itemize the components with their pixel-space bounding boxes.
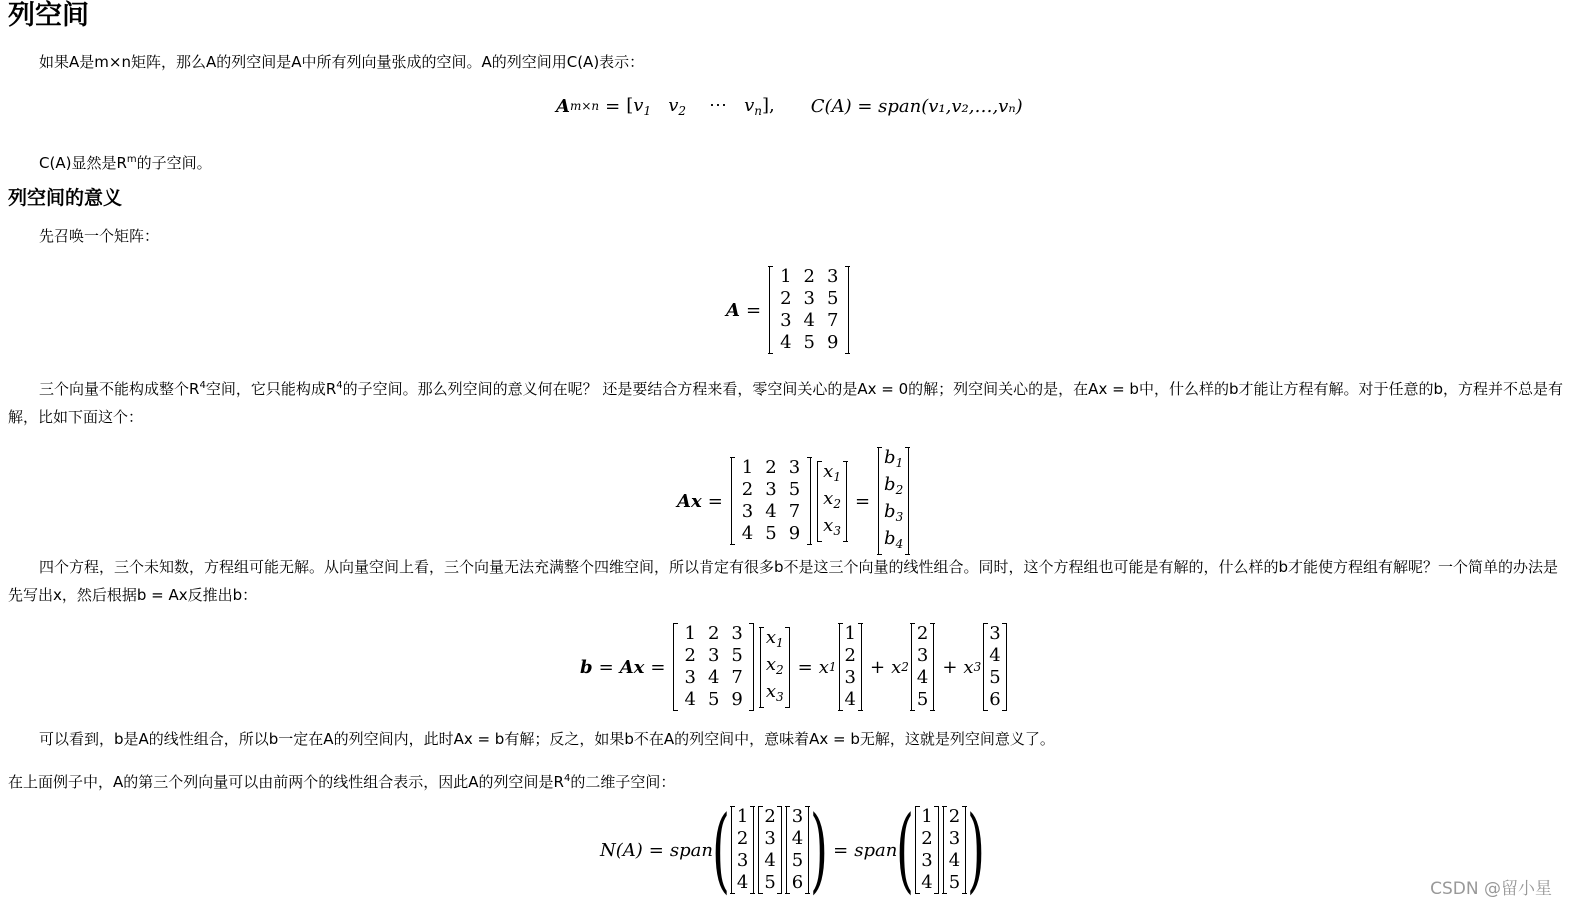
matrix-cell: 2 xyxy=(765,457,777,478)
column-2: 2 3 4 5 xyxy=(911,623,934,711)
matrix-cell: 9 xyxy=(731,689,743,710)
span1-column-2: 2 3 4 5 xyxy=(758,806,781,894)
para3-a: 三个向量不能构成整个R xyxy=(39,380,200,398)
section-title: 列空间的意义 xyxy=(8,187,123,209)
matrix-cell: 3 xyxy=(780,310,792,331)
matrix-cell: 5 xyxy=(731,645,743,666)
matrix-cell: 9 xyxy=(788,523,801,544)
para6-a: 在上面例子中，A的第三个列向量可以由前两个的线性组合表示，因此A的列空间是R xyxy=(8,773,564,791)
paragraph-conclusion: 可以看到，b是A的线性组合，所以b一定在A的列空间内，此时Ax = b有解；反之，如果b不在A的列空间中，意味着Ax = b无解，这就是列空间意义了。 xyxy=(39,730,1055,748)
matrix-cell: 3 xyxy=(826,266,839,287)
matrix-cell: 2 xyxy=(741,479,754,500)
matrix-a xyxy=(769,266,849,354)
matrix-cell: 4 xyxy=(707,667,720,688)
matrix-cell: 5 xyxy=(803,332,815,353)
equation-column-def: A m×n = [$v_1$ $v_2$ ⋯ $v_n$], C(A) = span(v₁,v₂,…,vₙ) xyxy=(556,94,1023,118)
span1-column-1: 1 2 3 4 xyxy=(731,806,754,894)
page-title: 列空间 xyxy=(8,0,89,31)
span2-column-1: 1 2 3 4 xyxy=(915,806,938,894)
matrix-cell: 3 xyxy=(741,501,754,522)
matrix-cell: 2 xyxy=(803,266,815,287)
equation-matrix-a: A = 1 2 3 2 3 5 3 4 7 4 5 9 xyxy=(726,266,851,354)
para3-c: 的子空间。那么列空间的意义何在呢？ 还是要结合方程来看，零空间关心的是Ax = 0的解；列空间关心的是，在Ax = b中，什么样的b才能让方程有解。对于任意的b，方程并不总是有解，比如下面这个： xyxy=(8,380,1563,426)
eq1-lhs-sub: m×n xyxy=(569,99,600,113)
eq-n: N(A) xyxy=(600,839,643,861)
paragraph-meaning xyxy=(8,372,1566,431)
matrix-cell: 1 xyxy=(684,623,696,644)
matrix-cell: 4 xyxy=(765,501,777,522)
vector-x-2: $x_1$ $x_2$ $x_3$ xyxy=(760,627,790,708)
matrix-cell: 5 xyxy=(707,689,720,710)
matrix-a-copy xyxy=(731,457,811,545)
para3-sup2: 4 xyxy=(336,380,343,391)
equation-span: N(A) = span ( 1 2 3 4 2 3 4 5 3 4 5 6 ) = span ( 1 2 3 4 2 3 4 5 ) xyxy=(600,796,986,903)
vector-b: $b_1$ $b_2$ $b_3$ $b_4$ xyxy=(878,447,909,555)
matrix-cell: 2 xyxy=(684,645,696,666)
matrix-cell: 2 xyxy=(780,288,792,309)
span1-column-3: 3 4 5 6 xyxy=(786,806,809,894)
matrix-cell: 5 xyxy=(788,479,801,500)
matrix-cell: 3 xyxy=(788,457,801,478)
subspace-note-suffix: 的子空间。 xyxy=(136,154,212,172)
column-1: 1 2 3 4 xyxy=(839,623,862,711)
watermark: CSDN @留小星 xyxy=(1430,879,1552,899)
subspace-note-sup: m xyxy=(126,154,137,165)
paragraph-example xyxy=(8,765,1566,796)
eq-span-1: span xyxy=(669,839,713,861)
matrix-cell: 5 xyxy=(826,288,839,309)
subspace-note xyxy=(8,146,1566,177)
matrix-cell: 3 xyxy=(707,645,720,666)
matrix-cell: 4 xyxy=(741,523,754,544)
matrix-cell: 4 xyxy=(803,310,815,331)
matrix-cell: 7 xyxy=(826,310,839,331)
matrix-cell: 2 xyxy=(707,623,720,644)
matrix-cell: 7 xyxy=(731,667,743,688)
intro-paragraph: 如果A是m×n矩阵，那么A的列空间是A中所有列向量张成的空间。A的列空间用C(A)表示： xyxy=(39,53,645,71)
column-3: 3 4 5 6 xyxy=(983,623,1006,711)
matrix-cell: 3 xyxy=(765,479,777,500)
vector-x: $x_1$ $x_2$ $x_3$ xyxy=(817,461,847,542)
matrix-cell: 9 xyxy=(826,332,839,353)
matrix-cell: 5 xyxy=(765,523,777,544)
matrix-cell: 4 xyxy=(684,689,696,710)
paragraph-four-equations: 四个方程，三个未知数，方程组可能无解。从向量空间上看，三个向量无法充满整个四维空间，所以肯定有很多b不是这三个向量的线性组合。同时，这个方程组也可能是有解的，什么样的b才能使方程组有解呢？一个简单的办法是先写出x，然后根据b = Ax反推出b： xyxy=(8,558,1559,604)
para3-b: 空间，它只能构成R xyxy=(205,380,337,398)
matrix-cell: 3 xyxy=(684,667,696,688)
matrix-cell: 7 xyxy=(788,501,801,522)
matrix-cell: 3 xyxy=(803,288,815,309)
para6-sup: 4 xyxy=(563,773,571,784)
span2-column-2: 2 3 4 5 xyxy=(943,806,966,894)
eq-span-2: span xyxy=(854,839,898,861)
eq1-rhs: C(A) = span(v₁,v₂,…,vₙ) xyxy=(810,95,1023,117)
matrix-cell: 1 xyxy=(741,457,754,478)
equation-linear-combination: b = Ax = 1 2 3 2 3 5 3 4 7 4 5 9 $x_1$ $x_2$ $x_3$ = x 1 1 2 3 4 + x 2 2 3 4 5 + x 3 3 4 5 6 xyxy=(580,623,1009,711)
matrix-cell: 4 xyxy=(780,332,792,353)
eq1-lhs: A xyxy=(556,95,570,117)
summon-paragraph: 先召唤一个矩阵： xyxy=(39,227,160,245)
matrix-cell: 1 xyxy=(780,266,792,287)
matrix-cell: 3 xyxy=(731,623,743,644)
subspace-note-prefix: C(A)显然是R xyxy=(39,154,127,172)
para6-b: 的二维子空间： xyxy=(570,773,676,791)
equation-ax-b: Ax = 1 2 3 2 3 5 3 4 7 4 5 9 $x_1$ $x_2$ $x_3$ = $b_1$ $b_2$ $b_3$ $b_4$ xyxy=(677,447,911,555)
para3-sup1: 4 xyxy=(199,380,206,391)
matrix-a-copy-2 xyxy=(673,623,753,711)
